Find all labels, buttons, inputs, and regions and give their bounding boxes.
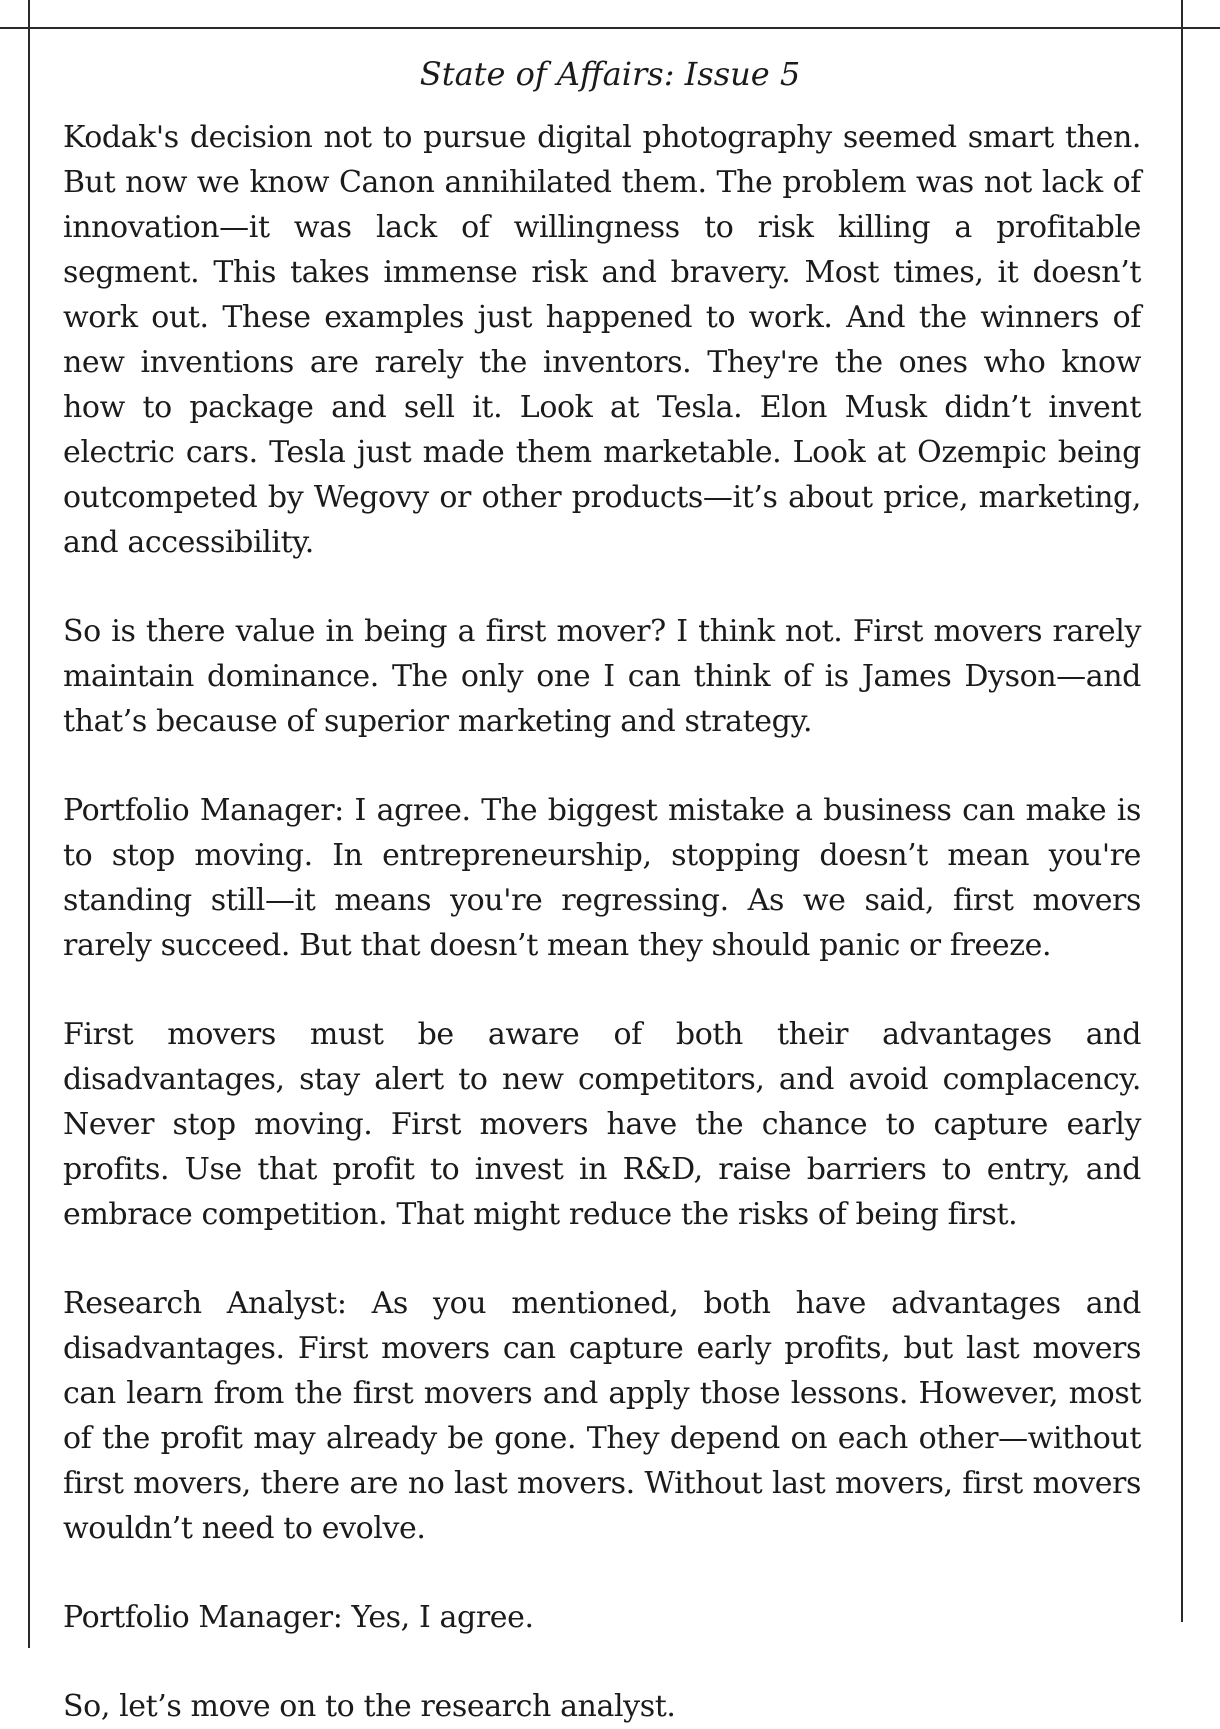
- left-border-line: [28, 0, 30, 1648]
- right-border-line: [1181, 0, 1183, 1622]
- paragraph-first-movers-advice: First movers must be aware of both their advantages and disadvantages, stay alert to new competitors, and avoid complacency. Never stop moving. First movers have the chance to capture early profits. Use that profit to invest in R&D, raise barriers to entry, and embrace competition. That might reduce the risks of being first.: [63, 1017, 1141, 1232]
- page-title: State of Affairs: Issue 5: [419, 55, 801, 93]
- paragraph-kodak: Kodak's decision not to pursue digital photography seemed smart then. But now we know Canon annihilated them. The problem was not lack of innovation—it was lack of willingness to risk killing a profitable segment. This takes immense risk and bravery. Most times, it doesn’t work out. These examples just happened to work. And the winners of new inventions are rarely the inventors. They're the ones who know how to package and sell it. Look at Tesla. Elon Musk didn’t invent electric cars. Tesla just made them marketable. Look at Ozempic being outcompeted by Wegovy or other products—it’s about price, marketing, and accessibility.: [63, 120, 1141, 560]
- paragraph-portfolio-manager-yes: Portfolio Manager: Yes, I agree.: [63, 1600, 534, 1635]
- paragraph-move-on: So, let’s move on to the research analyst.: [63, 1689, 676, 1724]
- top-border-line: [0, 27, 1220, 29]
- paragraph-research-analyst: Research Analyst: As you mentioned, both have advantages and disadvantages. First movers can capture early profits, but last movers can learn from the first movers and apply those lessons. However, most of the profit may already be gone. They depend on each other—without first movers, there are no last movers. Without last movers, first movers wouldn’t need to evolve.: [63, 1286, 1141, 1546]
- article-body: [63, 115, 1141, 1729]
- paragraph-first-mover-value: So is there value in being a first mover? I think not. First movers rarely maintain dominance. The only one I can think of is James Dyson—and that’s because of superior marketing and strategy.: [63, 614, 1141, 739]
- paragraph-portfolio-manager-agree: Portfolio Manager: I agree. The biggest mistake a business can make is to stop moving. In entrepreneurship, stopping doesn’t mean you're standing still—it means you're regressing. As we said, first movers rarely succeed. But that doesn’t mean they should panic or freeze.: [63, 793, 1141, 963]
